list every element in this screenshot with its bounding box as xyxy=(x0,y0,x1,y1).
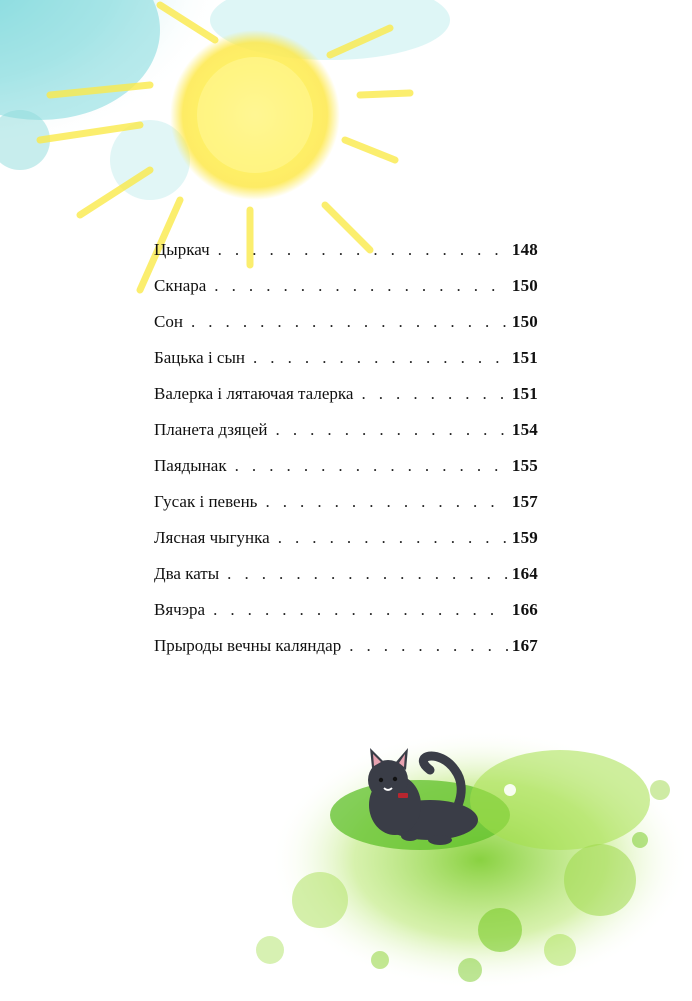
toc-leader-dots xyxy=(361,384,507,404)
toc-entry-title: Лясная чыгунка xyxy=(154,528,270,547)
toc-leader-dots xyxy=(278,528,508,548)
toc-entry-page: 151 xyxy=(511,384,538,403)
toc-entry[interactable] xyxy=(154,276,538,312)
toc-entry-page: 148 xyxy=(511,240,538,259)
toc-entry[interactable] xyxy=(154,600,538,636)
toc-leader-dots xyxy=(253,348,508,368)
toc-entry-title: Бацька і сын xyxy=(154,348,245,367)
table-of-contents xyxy=(154,240,538,672)
toc-leader-dots xyxy=(227,564,508,584)
toc-entry-page: 154 xyxy=(511,420,538,439)
toc-entry-title: Планета дзяцей xyxy=(154,420,268,439)
toc-entry-page: 166 xyxy=(511,600,538,619)
grass-watercolor xyxy=(256,730,690,990)
toc-entry[interactable] xyxy=(154,420,538,456)
toc-entry-page: 150 xyxy=(511,276,538,295)
toc-leader-dots xyxy=(265,492,507,512)
toc-entry[interactable] xyxy=(154,240,538,276)
toc-entry[interactable] xyxy=(154,564,538,600)
toc-entry[interactable] xyxy=(154,636,538,672)
toc-leader-dots xyxy=(213,600,508,620)
toc-leader-dots xyxy=(191,312,508,332)
toc-entry-page: 157 xyxy=(511,492,538,511)
toc-entry-title: Прыроды вечны каляндар xyxy=(154,636,342,655)
toc-entry[interactable] xyxy=(154,348,538,384)
toc-entry-title: Скнара xyxy=(154,276,207,295)
toc-entry[interactable] xyxy=(154,492,538,528)
toc-leader-dots xyxy=(218,240,508,260)
toc-entry[interactable] xyxy=(154,456,538,492)
toc-entry-page: 167 xyxy=(511,636,538,655)
toc-entry-title: Сон xyxy=(154,312,183,331)
toc-leader-dots xyxy=(235,456,508,476)
toc-entry-page: 155 xyxy=(511,456,538,475)
toc-entry-title: Цыркач xyxy=(154,240,210,259)
toc-entry-title: Гусак і певень xyxy=(154,492,258,511)
toc-entry-title: Валерка і лятаючая талерка xyxy=(154,384,354,403)
toc-entry[interactable] xyxy=(154,384,538,420)
toc-entry-title: Паядынак xyxy=(154,456,227,475)
toc-entry-page: 164 xyxy=(511,564,538,583)
toc-leader-dots xyxy=(214,276,508,296)
toc-entry-page: 150 xyxy=(511,312,538,331)
toc-entry[interactable] xyxy=(154,528,538,564)
toc-entry-page: 151 xyxy=(511,348,538,367)
toc-leader-dots xyxy=(349,636,508,656)
toc-leader-dots xyxy=(276,420,508,440)
toc-entry-title: Вячэра xyxy=(154,600,206,619)
toc-entry[interactable] xyxy=(154,312,538,348)
toc-entry-page: 159 xyxy=(511,528,538,547)
toc-entry-title: Два каты xyxy=(154,564,220,583)
